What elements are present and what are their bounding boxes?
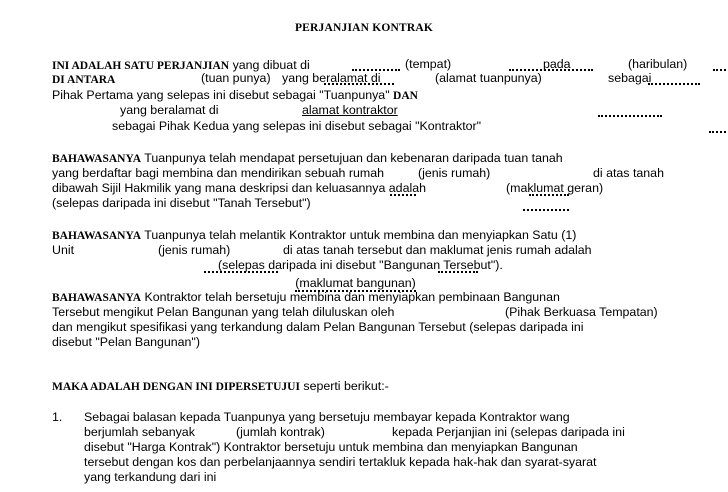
- p4-text-l4: disebut "Pelan Bangunan"): [52, 335, 200, 349]
- p2-bold-lead: BAHAWASANYA: [52, 153, 142, 165]
- p5-bold-lead: MAKA ADALAH DENGAN INI DIPERSETUJUI: [52, 381, 300, 393]
- p2-text-l2: yang berdaftar bagi membina dan mendirikan sebuah rumah: [52, 166, 384, 180]
- item-1-text-l5: yang terkandung dari ini: [84, 470, 217, 484]
- p2-text-l3: dibawah Sijil Hakmilik yang mana deskripsi dan keluasannya adalah: [52, 181, 426, 195]
- p1-text-l4: yang beralamat di: [120, 103, 219, 117]
- p2-text-l4: (selepas daripada ini disebut "Tanah Tersebut"): [52, 196, 311, 210]
- blank-dots: [598, 104, 662, 117]
- field-haribulan: (haribulan): [628, 57, 688, 71]
- blank-dots: [713, 58, 728, 71]
- field-jenis-rumah: (jenis rumah): [418, 166, 491, 180]
- p4-text: Kontraktor telah bersetuju membina dan menyiapkan pembinaan Bangunan: [144, 290, 560, 304]
- p3-line-1: [52, 228, 576, 243]
- blank-dots: [523, 198, 569, 211]
- item-1-text-l4: tersebut dengan kos dan perbelanjaannya sendiri tertakluk kepada hak-hak dan syarat-syarat: [84, 455, 597, 469]
- p3-text: Tuanpunya telah melantik Kontraktor untuk membina dan menyiapkan Satu (1): [144, 228, 577, 242]
- p1-text-sebagai: sebagai: [608, 71, 652, 85]
- p1-line-3: [52, 88, 418, 103]
- field-maklumat-bangunan: (maklumat bangunan): [295, 276, 416, 290]
- p2-text: Tuanpunya telah mendapat persetujuan dan kebenaran daripada tuan tanah: [144, 151, 563, 165]
- item-1-number: 1.: [52, 410, 63, 424]
- p1-text-l5: sebagai Pihak Kedua yang selepas ini disebut sebagai "Kontraktor": [112, 119, 482, 133]
- p1-bold-lead: INI ADALAH SATU PERJANJIAN: [52, 60, 230, 72]
- p1-text-beralamat: yang beralamat di: [282, 71, 381, 85]
- field-tempat: (tempat): [405, 57, 452, 71]
- p5-line-1: [52, 379, 389, 394]
- field-tuan-punya: (tuan punya): [201, 71, 271, 85]
- field-jenis-rumah-2: (jenis rumah): [158, 243, 231, 257]
- field-maklumat-geran: (maklumat geran): [506, 181, 604, 195]
- item-1-text-l2: berjumlah sebanyak: [84, 425, 195, 439]
- document-title: PERJANJIAN KONTRAK: [294, 22, 434, 34]
- item-1-text-l3: disebut "Harga Kontrak") Kontraktor bersetuju untuk membina dan menyiapkan Bangunan: [84, 440, 578, 454]
- blank-dots: [709, 120, 728, 133]
- p1-text-pihak-pertama: Pihak Pertama yang selepas ini disebut sebagai "Tuanpunya": [52, 88, 390, 102]
- p3-text-l3: (selepas daripada ini disebut "Bangunan Tersebut").: [218, 258, 503, 272]
- p4-line-1: [52, 290, 560, 305]
- field-alamat-kontraktor: alamat kontraktor: [302, 103, 398, 117]
- p2-line-1: [52, 151, 563, 166]
- p3-text-l2b: di atas tanah tersebut dan maklumat jenis rumah adalah: [283, 243, 592, 257]
- p1-line-2: [52, 72, 115, 87]
- field-jumlah-kontrak: (jumlah kontrak): [236, 425, 325, 439]
- p1-line-1: [52, 58, 310, 73]
- item-1-text-l1: Sebagai balasan kepada Tuanpunya yang bersetuju membayar kepada Kontraktor wang: [84, 410, 570, 424]
- p5-text: seperti berikut:-: [303, 379, 389, 393]
- p4-bold-lead: BAHAWASANYA: [52, 292, 142, 304]
- field-pihak-berkuasa: (Pihak Berkuasa Tempatan): [505, 305, 658, 319]
- blank-dots: [648, 72, 700, 85]
- p3-bold-lead: BAHAWASANYA: [52, 230, 142, 242]
- blank-dots: [352, 58, 400, 71]
- item-1-text-l2b: kepada Perjanjian ini (selepas daripada ini: [392, 425, 625, 439]
- field-pada: pada: [543, 57, 571, 71]
- p2-text-l2b: di atas tanah: [593, 166, 664, 180]
- field-alamat-tuanpunya: (alamat tuanpunya): [435, 71, 542, 85]
- p1-bold-diantara: DI ANTARA: [52, 74, 116, 86]
- p1-text: yang dibuat di: [232, 58, 310, 72]
- p1-bold-dan: DAN: [393, 90, 418, 102]
- p4-text-l3: dan mengikut spesifikasi yang terkandung dalam Pelan Bangunan Tersebut (selepas daripada ini: [52, 320, 584, 334]
- p4-text-l2: Tersebut mengikut Pelan Bangunan yang telah diluluskan oleh: [52, 305, 395, 319]
- p3-text-unit: Unit: [52, 243, 75, 257]
